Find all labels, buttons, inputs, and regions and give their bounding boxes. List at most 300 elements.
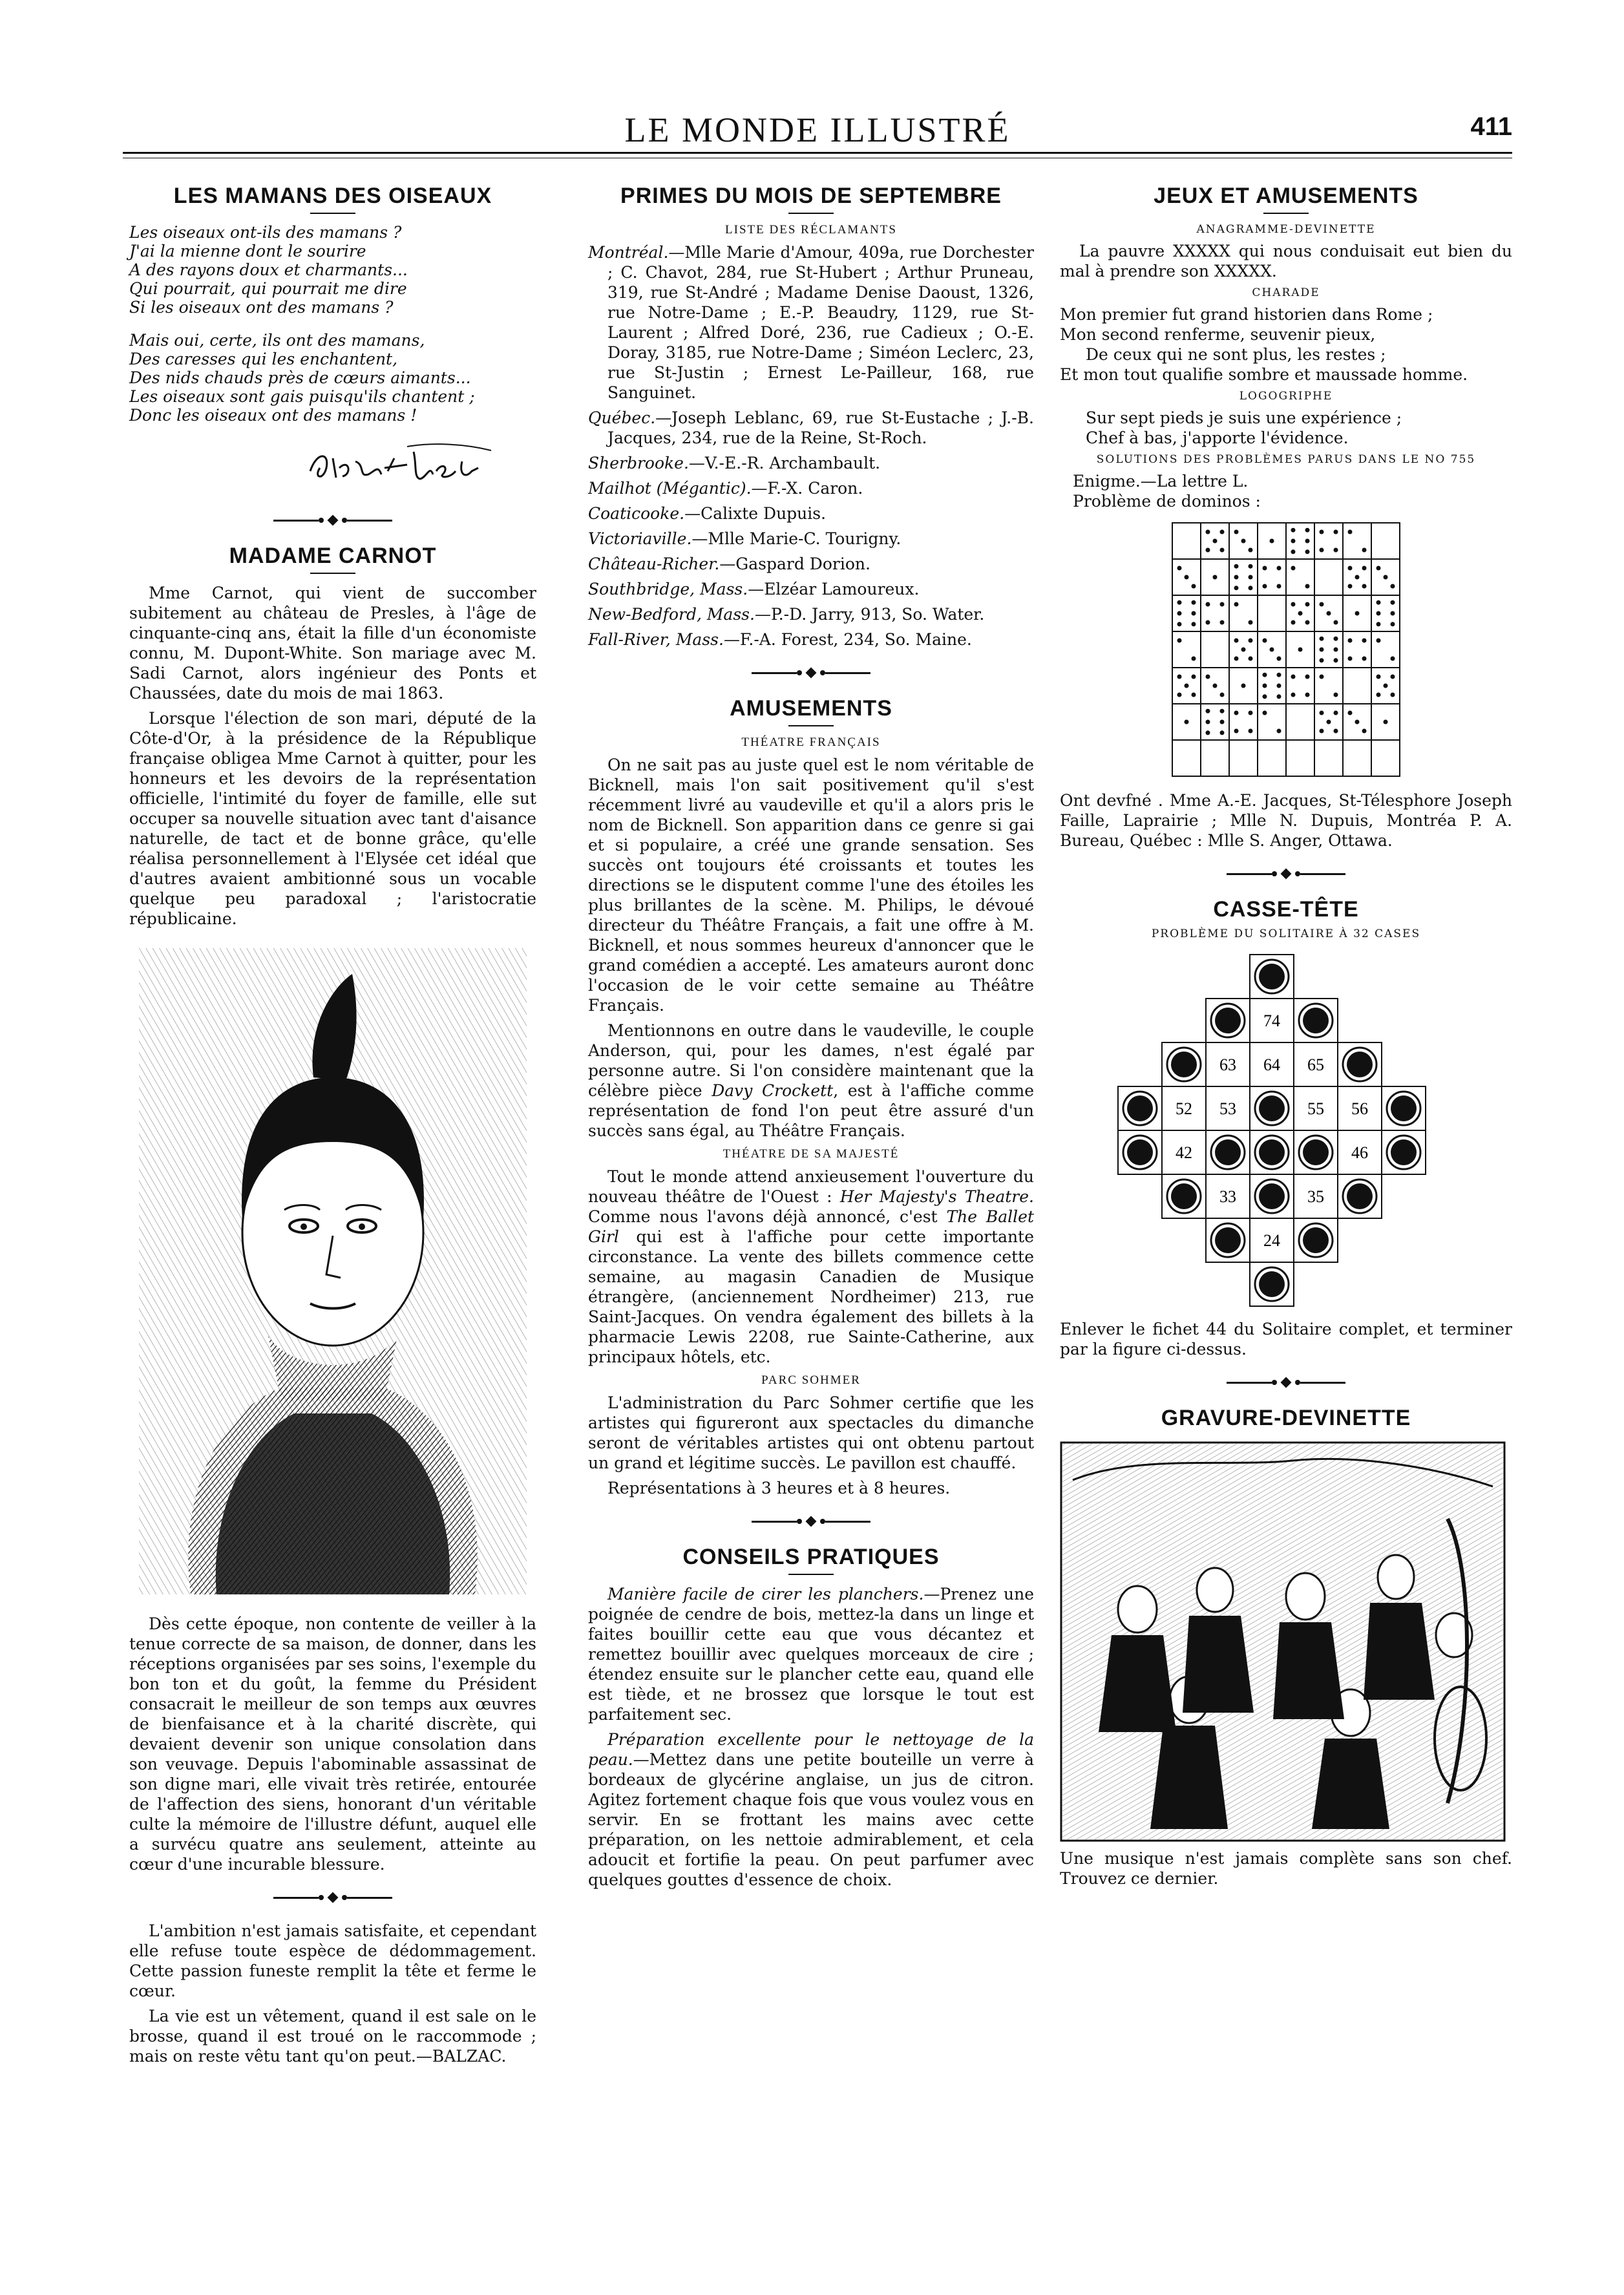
primes-subtitle: LISTE DES RÉCLAMANTS <box>725 223 897 237</box>
domino-pip <box>1362 729 1367 734</box>
domino-pip <box>1362 584 1367 589</box>
domino-pip <box>1249 657 1253 661</box>
solitaire-label: 42 <box>1176 1143 1192 1162</box>
domino-pip <box>1305 693 1310 697</box>
domino-pip <box>1206 730 1210 735</box>
list-item: Château-Richer.—Gaspard Dorion. <box>588 555 870 573</box>
list-item: Coaticooke.—Calixte Dupuis. <box>588 504 827 523</box>
domino-pip <box>1277 684 1281 688</box>
jeux-title: JEUX ET AMUSEMENTS <box>1154 184 1418 208</box>
conseils-paragraph: Préparation excellente pour le nettoyage de la peau.—Mettez dans une petite bouteille un verre à bordeaux de glycérine anglaise, un jus de citron. Agitez fortement chaque fois que vous voulez vous en servir. En se frottant les mains avec cette préparation, on les nettoie admirablement, et cela adoucit et fortifie la peau. On peut parfumer avec quelques gouttes d'essence de choix. <box>588 1730 1034 1889</box>
solitaire-label: 63 <box>1219 1055 1236 1074</box>
domino-cell <box>1343 740 1371 776</box>
domino-pip <box>1291 620 1296 625</box>
domino-cell <box>1371 595 1400 631</box>
solitaire-peg <box>1259 1183 1285 1209</box>
verse-line: Mon second renferme, seuvenir pieux, <box>1060 325 1376 344</box>
divider <box>788 725 834 726</box>
domino-pip <box>1291 566 1296 571</box>
masthead <box>123 110 1512 149</box>
domino-pip <box>1249 575 1253 580</box>
domino-pip <box>1355 575 1360 580</box>
domino-pip <box>1334 658 1338 662</box>
solitaire-label: 52 <box>1176 1099 1192 1118</box>
domino-pip <box>1220 693 1225 697</box>
domino-pip <box>1334 637 1338 641</box>
domino-pip <box>1391 675 1395 679</box>
domino-pip <box>1305 539 1310 544</box>
solitaire-peg <box>1347 1183 1373 1209</box>
domino-pip <box>1376 622 1381 626</box>
divider <box>1263 213 1309 214</box>
domino-pip <box>1305 602 1310 607</box>
list-item: New-Bedford, Mass.—P.-D. Jarry, 913, So. Water. <box>588 605 985 624</box>
domino-cell <box>1172 595 1201 631</box>
solitaire-peg <box>1259 1139 1285 1165</box>
domino-pip <box>1291 602 1296 607</box>
solitaire-peg <box>1127 1095 1153 1121</box>
domino-pip <box>1320 530 1324 534</box>
poem-stanza-1 <box>129 223 536 317</box>
domino-pip <box>1391 657 1395 661</box>
section-subtitle: THÉATRE DE SA MAJESTÉ <box>722 1147 900 1161</box>
domino-pip <box>1320 711 1324 715</box>
poem-line: Donc les oiseaux ont des mamans ! <box>129 406 417 425</box>
primes-title: PRIMES DU MOIS DE SEPTEMBRE <box>620 184 1002 208</box>
domino-pip <box>1298 611 1303 616</box>
domino-pip <box>1185 684 1189 688</box>
domino-pip <box>1362 639 1367 643</box>
domino-pip <box>1241 539 1246 544</box>
domino-pip <box>1241 684 1246 688</box>
domino-pip <box>1177 611 1182 616</box>
domino-cell <box>1286 559 1314 595</box>
section-subtitle: LOGOGRIPHE <box>1239 390 1333 403</box>
domino-pip <box>1348 566 1353 571</box>
domino-pip <box>1177 639 1182 643</box>
verse-line: Et mon tout qualifie sombre et maussade homme. <box>1060 365 1468 384</box>
solitaire-label: 33 <box>1219 1187 1236 1206</box>
domino-cell <box>1201 631 1229 668</box>
section-subtitle: THÉATRE FRANÇAIS <box>741 735 881 749</box>
domino-cell <box>1258 559 1286 595</box>
domino-cell <box>1314 523 1343 559</box>
domino-cell <box>1286 668 1314 704</box>
ornament-divider <box>129 1891 536 1904</box>
domino-pip <box>1192 600 1196 605</box>
domino-pip <box>1334 693 1338 697</box>
casse-title: CASSE-TÊTE <box>1213 897 1359 922</box>
domino-pip <box>1391 600 1395 605</box>
domino-cell <box>1286 740 1314 776</box>
domino-pip <box>1206 620 1210 625</box>
ornament-divider <box>1060 1376 1512 1389</box>
domino-pip <box>1234 575 1239 580</box>
domino-pip <box>1291 549 1296 554</box>
domino-pip <box>1305 584 1310 589</box>
poem-line: Mais oui, certe, ils ont des mamans, <box>129 331 425 350</box>
domino-pip <box>1291 539 1296 544</box>
domino-pip <box>1362 548 1367 553</box>
solitaire-peg <box>1391 1139 1417 1165</box>
domino-pip <box>1334 729 1338 734</box>
domino-pip <box>1291 675 1296 679</box>
solitaire-peg <box>1259 1095 1285 1121</box>
domino-cell <box>1229 559 1258 595</box>
domino-cell <box>1371 631 1400 668</box>
domino-pip <box>1263 673 1267 677</box>
domino-pip <box>1320 648 1324 652</box>
solitaire-peg <box>1347 1052 1373 1077</box>
amusements-paragraph: On ne sait pas au juste quel est le nom véritable de Bicknell, mais l'on sait positivement qu'il s'est récemment livré au vaudeville et qu'il a alors pris le nom de Bicknell. Son apparition dans ce genre si gai et si populaire, a créé une grande sensation. Ses succès ont toujours été croissants et toutes les directions se le disputent comme l'une des étoiles les plus brillantes de la scène. M. Philips, le dévoué directeur du Théâtre Français, a fait une offre à M. Bicknell, et nous sommes heureux d'annoncer que le grand comédien a accepté. Les amateurs auront donc l'occasion de le voir cette semaine au Théâtre Français. <box>588 756 1034 1015</box>
solitaire-peg <box>1259 1271 1285 1297</box>
domino-cell <box>1258 595 1286 631</box>
domino-pip <box>1334 620 1338 625</box>
domino-pip <box>1277 694 1281 699</box>
domino-pip <box>1376 675 1381 679</box>
domino-cell <box>1343 523 1371 559</box>
domino-pip <box>1213 684 1218 688</box>
section-subtitle: CHARADE <box>1252 286 1320 299</box>
dominoes-grid <box>1170 520 1402 779</box>
solitaire-peg <box>1127 1139 1153 1165</box>
domino-pip <box>1206 530 1210 534</box>
carnot-paragraph: Mme Carnot, qui vient de succomber subitement au château de Presles, à l'âge de cinquante-cinq ans, était la fille d'un économiste connu, M. Dupont-White. Son mariage avec M. Sadi Carnot, alors ingénieur des Ponts et Chaussées, date du mois de mai 1863. <box>129 584 536 703</box>
verse-line: Mon premier fut grand historien dans Rome ; <box>1060 305 1433 324</box>
list-item: Sherbrooke.—V.-E.-R. Archambault. <box>588 454 881 472</box>
domino-pip <box>1206 675 1210 679</box>
domino-pip <box>1320 548 1324 553</box>
carnot-paragraph: Lorsque l'élection de son mari, député de la Côte-d'Or, à la présidence de la République française obligea Mme Carnot à quitter, pour les honneurs et les devoirs de la représentation officielle, l'intimité du foyer de famille, elle sut occuper sa nouvelle situation avec tant d'aisance naturelle, de tact et de bonne grâce, qu'elle réalisa personnellement à l'Elysée cet idéal que d'autres avaient ambitionné sous un vocable quelque peu paradoxal ; l'aristocratie républicaine. <box>129 709 536 928</box>
domino-pip <box>1263 639 1267 643</box>
domino-pip <box>1277 566 1281 571</box>
domino-pip <box>1220 709 1225 714</box>
maxim-paragraph: L'ambition n'est jamais satisfaite, et cependant elle refuse toute espèce de dédommagement. Cette passion funeste remplit la tête et ferme le cœur. <box>129 1921 536 2000</box>
domino-pip <box>1334 648 1338 652</box>
solitaire-instruction: Enlever le fichet 44 du Solitaire complet, et terminer par la figure ci-dessus. <box>1060 1320 1512 1359</box>
domino-pip <box>1391 611 1395 616</box>
domino-cell <box>1258 668 1286 704</box>
section-subtitle: SOLUTIONS DES PROBLÈMES PARUS DANS LE NO 755 <box>1096 453 1476 466</box>
domino-cell <box>1343 631 1371 668</box>
domino-cell <box>1314 631 1343 668</box>
column-left <box>129 175 536 2071</box>
domino-pip <box>1192 584 1196 589</box>
domino-pip <box>1192 657 1196 661</box>
domino-pip <box>1320 658 1324 662</box>
domino-pip <box>1348 584 1353 589</box>
domino-cell <box>1229 595 1258 631</box>
domino-pip <box>1220 548 1225 553</box>
domino-pip <box>1234 530 1239 534</box>
domino-pip <box>1391 622 1395 626</box>
domino-pip <box>1355 611 1360 616</box>
domino-cell <box>1172 740 1201 776</box>
domino-pip <box>1320 675 1324 679</box>
solitaire-label: 24 <box>1263 1231 1280 1250</box>
ornament-divider <box>129 514 536 527</box>
domino-pip <box>1249 548 1253 553</box>
domino-pip <box>1177 693 1182 697</box>
domino-pip <box>1249 620 1253 625</box>
domino-pip <box>1391 693 1395 697</box>
domino-pip <box>1206 548 1210 553</box>
solitaire-label: 53 <box>1219 1099 1236 1118</box>
ornament-divider <box>588 1515 1034 1528</box>
domino-cell <box>1172 631 1201 668</box>
solitaire-peg <box>1259 964 1285 989</box>
solitaire-peg <box>1171 1052 1197 1077</box>
domino-pip <box>1391 584 1395 589</box>
page-number: 411 <box>1470 112 1512 141</box>
domino-cell <box>1286 523 1314 559</box>
domino-pip <box>1234 602 1239 607</box>
domino-cell <box>1229 740 1258 776</box>
domino-pip <box>1263 566 1267 571</box>
enigme-solution: Enigme.—La lettre L. <box>1073 472 1249 491</box>
domino-pip <box>1327 720 1331 724</box>
domino-pip <box>1192 693 1196 697</box>
domino-pip <box>1305 620 1310 625</box>
domino-pip <box>1220 620 1225 625</box>
devine-names: Ont devfné . Mme A.-E. Jacques, St-Télesphore Joseph Faille, Laprairie ; Mlle N. Dupuis, Montréa P. A. Bureau, Québec : Mlle S. Anger, Ottawa. <box>1060 791 1512 850</box>
domino-pip <box>1384 575 1388 580</box>
amusements-paragraph: Représentations à 3 heures et à 8 heures. <box>607 1479 951 1497</box>
domino-pip <box>1362 657 1367 661</box>
author-signature <box>304 439 498 497</box>
poem-line: A des rayons doux et charmants... <box>129 260 408 279</box>
domino-pip <box>1348 711 1353 715</box>
poem-line: Les oiseaux ont-ils des mamans ? <box>129 223 402 242</box>
anagramme-text: La pauvre XXXXX qui nous conduisait eut bien du mal à prendre son XXXXX. <box>1060 242 1512 280</box>
domino-cell <box>1371 740 1400 776</box>
domino-pip <box>1220 720 1225 724</box>
list-item: Québec.—Joseph Leblanc, 69, rue St-Eustache ; J.-B. Jacques, 234, rue de la Reine, St-Roch. <box>588 408 1034 447</box>
solitaire-peg <box>1303 1139 1329 1165</box>
domino-pip <box>1384 720 1388 724</box>
domino-pip <box>1177 566 1182 571</box>
divider <box>310 213 355 214</box>
domino-pip <box>1305 528 1310 533</box>
domino-pip <box>1355 720 1360 724</box>
solitaire-label: 56 <box>1351 1099 1368 1118</box>
conseils-paragraph: Manière facile de cirer les planchers.—Prenez une poignée de cendre de bois, mettez-la dans un linge et faites bouillir cette eau que vous décantez et remettez bouillir avec quelques morceaux de cire ; étendez ensuite sur le plancher cette eau, quand elle est tiède, et ne brossez que lorsque le tout est parfaitement sec. <box>588 1585 1035 1724</box>
domino-cell <box>1201 704 1229 740</box>
domino-pip <box>1320 602 1324 607</box>
verse-line: Sur sept pieds je suis une expérience ; <box>1086 408 1402 427</box>
domino-pip <box>1291 528 1296 533</box>
domino-pip <box>1291 693 1296 697</box>
amusements-paragraph: Tout le monde attend anxieusement l'ouverture du nouveau théâtre de l'Ouest : Her Majesty's Theatre. Comme nous l'avons déjà annoncé, c'est The Ballet Girl qui est à l'affiche pour cette importante circonstance. La vente des billets commence cette semaine, au magasin Canadien de Musique étrangère, (anciennement Nordheimer) 213, rue Saint-Jacques. On vendra également des billets à la pharmacie Lewis 2208, rue Sainte-Catherine, aux principaux hôtels, etc. <box>588 1167 1034 1366</box>
domino-pip <box>1206 720 1210 724</box>
domino-cell <box>1201 740 1229 776</box>
divider <box>788 213 834 214</box>
poem-title: LES MAMANS DES OISEAUX <box>173 184 492 208</box>
domino-pip <box>1305 675 1310 679</box>
domino-pip <box>1234 657 1239 661</box>
domino-cell <box>1314 740 1343 776</box>
solitaire-peg <box>1215 1139 1241 1165</box>
domino-pip <box>1298 648 1303 652</box>
solitaire-peg <box>1391 1095 1417 1121</box>
domino-pip <box>1220 530 1225 534</box>
dominos-solution: Problème de dominos : <box>1073 492 1261 511</box>
newspaper-title: LE MONDE ILLUSTRÉ <box>624 111 1011 149</box>
domino-pip <box>1177 600 1182 605</box>
solitaire-board <box>1112 948 1435 1310</box>
domino-pip <box>1334 711 1338 715</box>
domino-pip <box>1234 729 1239 734</box>
carnot-paragraph: Dès cette époque, non contente de veiller à la tenue correcte de sa maison, de donner, dans les réceptions organisées par ses soins, l'exemple du bon ton et du goût, la femme du Président consacrait le meilleur de son temps aux œuvres de bienfaisance et à la charité discrète, qui devaient devenir son unique consolation dans son veuvage. Depuis l'abominable assassinat de son digne mari, elle vivait très retirée, entourée de l'affection des siens, honorant d'un véritable culte la mémoire de l'illustre défunt, auquel elle a survécu quatre ans seulement, atteinte au cœur d'une incurable blessure. <box>129 1614 536 1874</box>
domino-cell <box>1314 559 1343 595</box>
domino-pip <box>1270 539 1274 544</box>
section-subtitle: PROBLÈME DU SOLITAIRE À 32 CASES <box>1151 927 1421 940</box>
solitaire-label: 65 <box>1307 1055 1324 1074</box>
poem-line: J'ai la mienne dont le sourire <box>129 242 366 260</box>
section-subtitle: ANAGRAMME-DEVINETTE <box>1196 223 1376 236</box>
solitaire-peg <box>1171 1183 1197 1209</box>
list-item: Fall-River, Mass.—F.-A. Forest, 234, So. Maine. <box>588 630 972 649</box>
domino-cell <box>1172 523 1201 559</box>
solitaire-label: 35 <box>1307 1187 1324 1206</box>
section-subtitle: PARC SOHMER <box>761 1373 861 1387</box>
domino-pip <box>1249 729 1253 734</box>
solitaire-label: 55 <box>1307 1099 1324 1118</box>
column-right <box>1060 175 1512 1894</box>
amusements-title: AMUSEMENTS <box>730 696 892 721</box>
domino-cell <box>1229 704 1258 740</box>
domino-pip <box>1206 709 1210 714</box>
list-item: Southbridge, Mass.—Elzéar Lamoureux. <box>588 580 920 598</box>
domino-pip <box>1376 611 1381 616</box>
logogriphe-verse <box>1060 408 1512 448</box>
conseils-title: CONSEILS PRATIQUES <box>682 1545 940 1569</box>
list-item: Montréal.—Mlle Marie d'Amour, 409a, rue Dorchester ; C. Chavot, 284, rue St-Hubert ; Arthur Pruneau, 319, rue St-André ; Madame Denise Daoust, 1326, rue Notre-Dame ; E.-P. Beaudry, 1129, rue St-Laurent ; Alfred Doré, 236, rue Cadieux ; O.-E. Doray, 3185, rue Notre-Dame ; Siméon Leclerc, 23, rue St-Justin ; Ernest Le-Pailleur, 168, rue Sanguinet. <box>588 243 1034 402</box>
domino-pip <box>1263 584 1267 589</box>
verse-line: De ceux qui ne sont plus, les restes ; <box>1086 345 1386 364</box>
domino-pip <box>1305 549 1310 554</box>
orchestra-engraving <box>1060 1441 1506 1842</box>
domino-pip <box>1192 611 1196 616</box>
domino-pip <box>1277 584 1281 589</box>
domino-cell <box>1286 704 1314 740</box>
divider <box>788 1574 834 1575</box>
domino-pip <box>1362 566 1367 571</box>
domino-cell <box>1258 704 1286 740</box>
list-item: Mailhot (Mégantic).—F.-X. Caron. <box>588 479 863 498</box>
solitaire-label: 46 <box>1351 1143 1368 1162</box>
domino-pip <box>1185 575 1189 580</box>
divider <box>310 573 355 574</box>
poem-line: Qui pourrait, qui pourrait me dire <box>129 279 407 298</box>
domino-pip <box>1277 673 1281 677</box>
claimants-list <box>588 242 1034 650</box>
amusements-paragraph: Mentionnons en outre dans le vaudeville, le couple Anderson, qui, pour les dames, n'est égalé par personne autre. Si l'on considère maintenant que la célèbre pièce Davy Crockett, est à l'affiche comme représentation de fond l'on peut être assuré d'un succès sans égal, au Théâtre Français. <box>588 1021 1035 1140</box>
domino-pip <box>1384 684 1388 688</box>
domino-pip <box>1348 530 1353 534</box>
domino-pip <box>1376 566 1381 571</box>
domino-pip <box>1270 648 1274 652</box>
solitaire-peg <box>1215 1008 1241 1033</box>
list-item: Victoriaville.—Mlle Marie-C. Tourigny. <box>588 529 902 548</box>
domino-cell <box>1314 668 1343 704</box>
domino-pip <box>1234 711 1239 715</box>
domino-pip <box>1348 639 1353 643</box>
domino-pip <box>1327 611 1331 616</box>
domino-pip <box>1213 575 1218 580</box>
domino-pip <box>1277 729 1281 734</box>
solitaire-label: 74 <box>1263 1011 1280 1030</box>
domino-pip <box>1234 639 1239 643</box>
maxim-paragraph: La vie est un vêtement, quand il est sale on le brosse, quand il est troué on le raccommode ; mais on reste vêtu tant qu'on peut.—BALZAC. <box>129 2007 536 2066</box>
domino-pip <box>1249 639 1253 643</box>
domino-pip <box>1220 602 1225 607</box>
domino-pip <box>1263 684 1267 688</box>
domino-pip <box>1249 586 1253 590</box>
charade-verse <box>1060 304 1512 385</box>
domino-pip <box>1249 711 1253 715</box>
poem-line: Les oiseaux sont gais puisqu'ils chantent ; <box>129 387 475 406</box>
domino-pip <box>1177 622 1182 626</box>
solitaire-peg <box>1303 1008 1329 1033</box>
carnot-title: MADAME CARNOT <box>229 544 437 568</box>
domino-pip <box>1320 729 1324 734</box>
domino-pip <box>1234 586 1239 590</box>
domino-pip <box>1206 602 1210 607</box>
solitaire-peg <box>1215 1227 1241 1253</box>
domino-pip <box>1241 648 1246 652</box>
poem-line: Si les oiseaux ont des mamans ? <box>129 298 394 317</box>
domino-pip <box>1220 730 1225 735</box>
domino-pip <box>1249 564 1253 569</box>
domino-pip <box>1192 675 1196 679</box>
domino-pip <box>1334 530 1338 534</box>
poem-line: Des caresses qui les enchantent, <box>129 350 398 368</box>
domino-cell <box>1201 595 1229 631</box>
domino-pip <box>1192 622 1196 626</box>
domino-pip <box>1263 711 1267 715</box>
domino-pip <box>1177 675 1182 679</box>
domino-pip <box>1185 720 1189 724</box>
domino-pip <box>1320 637 1324 641</box>
ornament-divider <box>1060 867 1512 880</box>
domino-pip <box>1234 564 1239 569</box>
masthead-rule-top <box>123 152 1512 154</box>
poem-stanza-2 <box>129 331 536 425</box>
domino-pip <box>1376 600 1381 605</box>
domino-pip <box>1277 657 1281 661</box>
portrait-engraving <box>139 948 527 1594</box>
domino-pip <box>1263 694 1267 699</box>
column-center <box>588 175 1034 1895</box>
domino-pip <box>1213 539 1218 544</box>
solitaire-peg <box>1303 1227 1329 1253</box>
solitaire-label: 64 <box>1263 1055 1280 1074</box>
ornament-divider <box>588 666 1034 679</box>
amusements-paragraph: L'administration du Parc Sohmer certifie que les artistes qui figureront aux spectacles du dimanche seront de véritables artistes qui ont obtenu partout un grand et légitime succès. Le pavillon est chauffé. <box>588 1393 1034 1472</box>
domino-cell <box>1343 668 1371 704</box>
domino-pip <box>1376 639 1381 643</box>
gravure-caption: Une musique n'est jamais complète sans son chef. Trouvez ce dernier. <box>1060 1849 1512 1888</box>
domino-pip <box>1348 657 1353 661</box>
verse-line: Chef à bas, j'apporte l'évidence. <box>1086 428 1349 447</box>
domino-pip <box>1376 693 1381 697</box>
domino-cell <box>1371 523 1400 559</box>
gravure-title: GRAVURE-DEVINETTE <box>1161 1406 1411 1430</box>
domino-pip <box>1334 548 1338 553</box>
poem-line: Des nids chauds près de cœurs aimants... <box>129 368 471 387</box>
domino-cell <box>1258 740 1286 776</box>
